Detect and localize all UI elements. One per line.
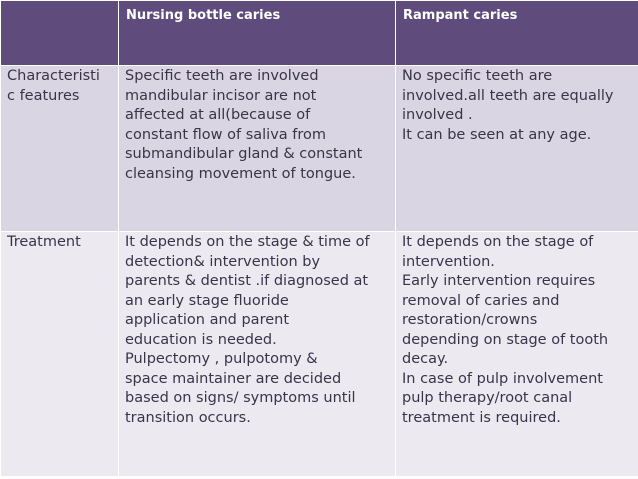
header-empty-label	[1, 1, 118, 8]
header-rampant-label: Rampant caries	[403, 8, 518, 23]
row-label-cell	[1, 232, 119, 477]
rampant-text: It depends on the stage of intervention. Early intervention requires removal of caries and restoration/crowns depending on stage of tooth decay. In case of pulp involvement pulp therapy/root canal treatment is required.	[402, 234, 609, 426]
table-header-row	[1, 1, 638, 66]
nursing-cell	[119, 66, 396, 232]
row-label: Characteristi c features	[7, 68, 100, 104]
header-cell-nursing	[119, 1, 396, 66]
nursing-text: It depends on the stage & time of detection& intervention by parents & dentist .if diagnosed at an early stage fluoride application and parent education is needed. Pulpectomy , pulpotomy & space maintainer are decided based on signs/ symptoms until transition occurs.	[125, 234, 370, 426]
table-row	[1, 66, 638, 232]
row-label-cell	[1, 66, 119, 232]
nursing-cell	[119, 232, 396, 477]
header-cell-empty	[1, 1, 119, 66]
rampant-text: No specific teeth are involved.all teeth are equally involved . It can be seen at any age.	[402, 68, 614, 143]
rampant-cell	[396, 232, 638, 477]
header-nursing-label: Nursing bottle caries	[126, 8, 281, 23]
rampant-cell	[396, 66, 638, 232]
row-label: Treatment	[7, 234, 81, 250]
header-cell-rampant	[396, 1, 638, 66]
table-row	[1, 232, 638, 477]
nursing-text: Specific teeth are involved mandibular incisor are not affected at all(because of constant flow of saliva from submandibular gland & constant cleansing movement of tongue.	[125, 68, 363, 182]
